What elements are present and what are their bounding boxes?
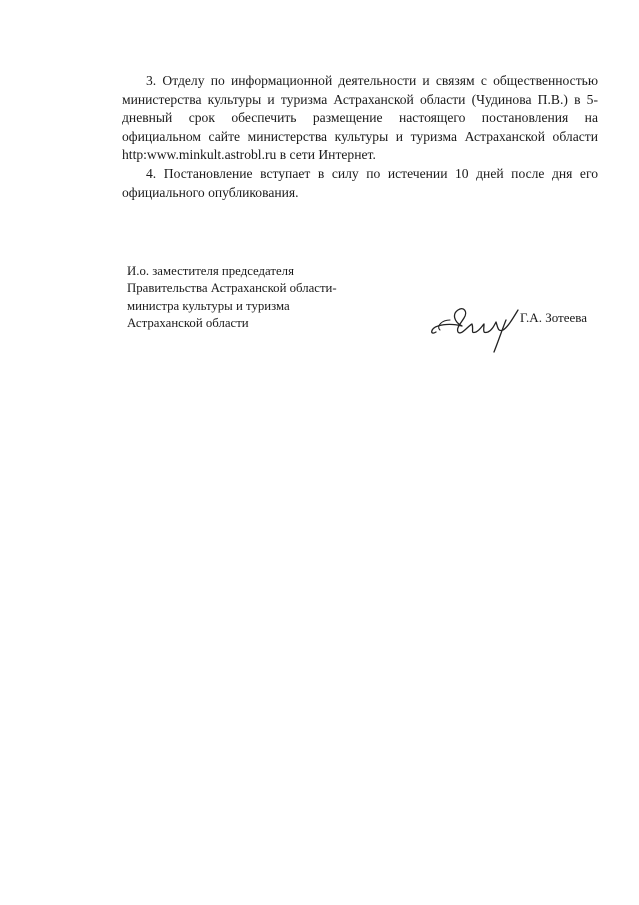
position-line: Астраханской области [127,316,249,331]
position-line: И.о. заместителя председателя [127,264,294,278]
paragraph-3-number: 3. [146,73,157,88]
signatory-position [127,263,427,333]
document-body [122,72,598,202]
paragraph-4-number: 4. [146,165,157,181]
paragraph-4 [122,165,598,202]
paragraph-3-text: Отделу по информационной деятельности и связям с общественностью министерства культуры и туризма Астраханской области (Чудинова П.В.) в 5-дневный срок обеспечить размещение настоящего постановления на официальном сайте министерства культуры и туризма Астраханской области http:www.minkult.astrobl.ru в сети Интернет. [122,73,598,163]
position-line: Правительства Астраханской области- [127,281,337,296]
position-line: министра культуры и туризма [127,298,290,313]
paragraph-3 [122,72,598,165]
signer-name: Г.А. Зотеева [520,310,587,325]
handwritten-signature [428,296,524,354]
paragraph-4-text: Постановление вступает в силу по истечении 10 дней после дня его официального опубликования. [122,165,599,200]
